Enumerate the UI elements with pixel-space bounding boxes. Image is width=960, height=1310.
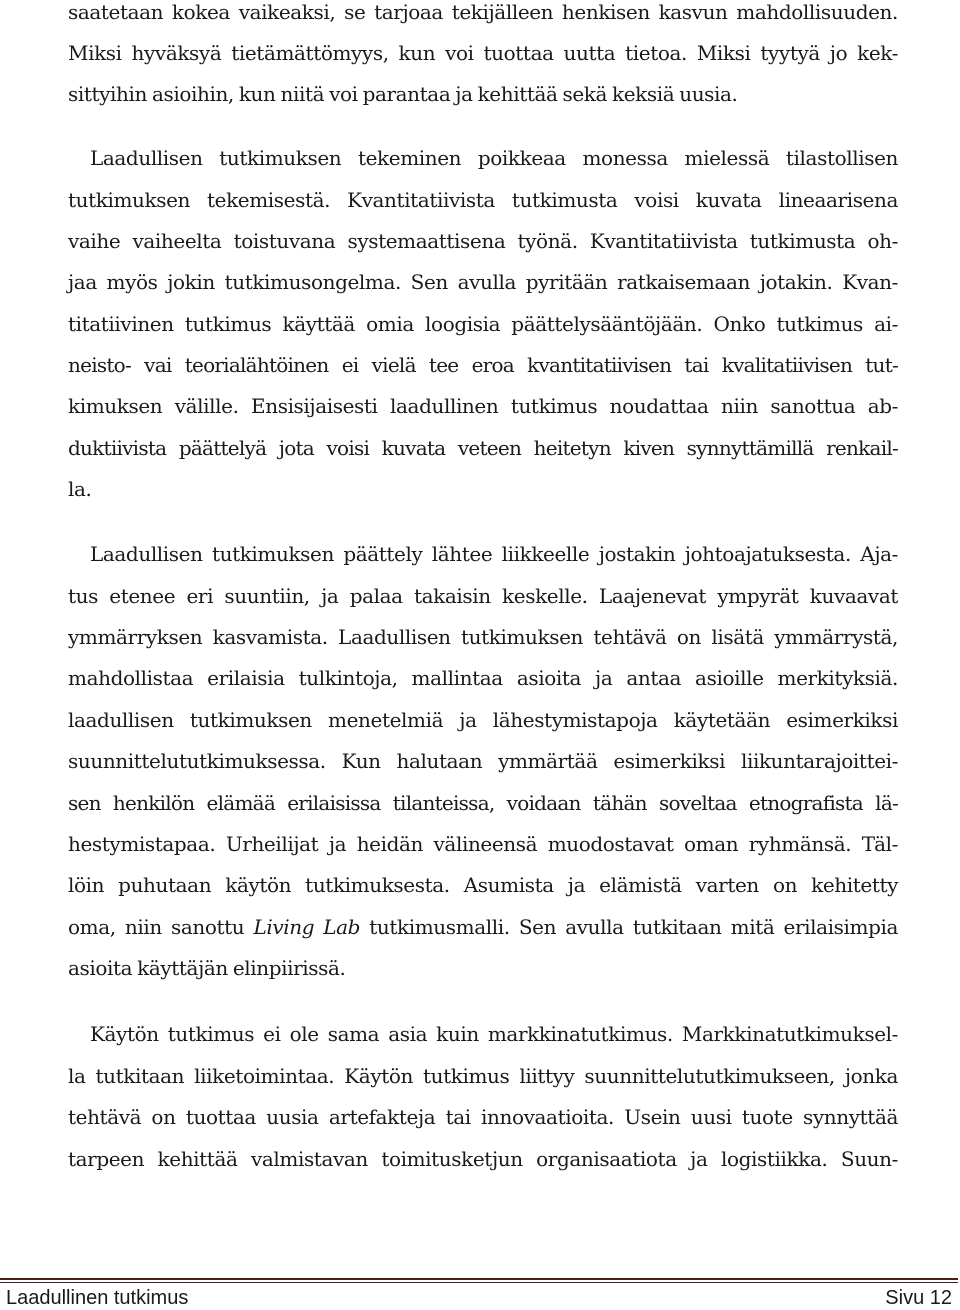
text-line: tutkimuksen tekemisestä. Kvantitatiivista tutkimusta voisi kuvata lineaarisena xyxy=(68,188,898,212)
text-line: asioita käyttäjän elinpiirissä. xyxy=(68,956,346,980)
footer-divider-thin xyxy=(0,1282,958,1283)
text-line: neisto- vai teorialähtöinen ei vielä tee eroa kvantitatiivisen tai kvalitatiivisen tut- xyxy=(68,353,898,377)
text-line: saatetaan kokea vaikeaksi, se tarjoaa tekijälleen henkisen kasvun mahdollisuuden. xyxy=(68,0,898,24)
text-line-living-lab xyxy=(68,914,898,940)
text-line: tehtävä on tuottaa uusia artefakteja tai innovaatioita. Usein uusi tuote synnyttää xyxy=(68,1105,898,1129)
text-line: la. xyxy=(68,477,92,501)
text-line: hestymistapaa. Urheilijat ja heidän välineensä muodostavat oman ryhmänsä. Täl- xyxy=(68,832,898,856)
text-line: suunnittelututkimuksessa. Kun halutaan ymmärtää esimerkiksi liikuntarajoittei- xyxy=(68,749,898,773)
text-line: duktiivista päättelyä jota voisi kuvata veteen heitetyn kiven synnyttämillä renkail- xyxy=(68,436,898,460)
text-line: ymmärryksen kasvamista. Laadullisen tutkimuksen tehtävä on lisätä ymmärrystä, xyxy=(68,625,898,649)
text-segment: tutkimusmalli. Sen avulla tutkitaan mitä erilaisimpia xyxy=(360,915,898,939)
text-line: Laadullisen tutkimuksen tekeminen poikkeaa monessa mielessä tilastollisen xyxy=(90,146,898,170)
text-segment: oma, niin sanottu xyxy=(68,915,254,939)
text-line: jaa myös jokin tutkimusongelma. Sen avulla pyritään ratkaisemaan jotakin. Kvan- xyxy=(68,270,898,294)
text-line: mahdollistaa erilaisia tulkintoja, mallintaa asioita ja antaa asioille merkityksiä. xyxy=(68,666,898,690)
text-line: Laadullisen tutkimuksen päättely lähtee liikkeelle jostakin johtoajatuksesta. Aja- xyxy=(90,542,898,566)
text-line: kimuksen välille. Ensisijaisesti laadullinen tutkimus noudattaa niin sanottua ab- xyxy=(68,394,898,418)
text-line: vaihe vaiheelta toistuvana systemaattisena työnä. Kvantitatiivista tutkimusta oh- xyxy=(68,229,898,253)
living-lab-term: Living Lab xyxy=(253,915,361,939)
text-line: titatiivinen tutkimus käyttää omia loogisia päättelysääntöjään. Onko tutkimus ai- xyxy=(68,312,898,336)
page-number: Sivu 12 xyxy=(885,1287,952,1309)
text-line: sen henkilön elämää erilaisissa tilanteissa, voidaan tähän soveltaa etnografista lä- xyxy=(68,791,898,815)
text-line: löin puhutaan käytön tutkimuksesta. Asumista ja elämistä varten on kehitetty xyxy=(68,873,898,897)
text-line: laadullisen tutkimuksen menetelmiä ja lähestymistapoja käytetään esimerkiksi xyxy=(68,708,898,732)
text-line: tus etenee eri suuntiin, ja palaa takaisin keskelle. Laajenevat ympyrät kuvaavat xyxy=(68,584,898,608)
footer-title: Laadullinen tutkimus xyxy=(6,1287,189,1309)
text-line: la tutkitaan liiketoimintaa. Käytön tutkimus liittyy suunnittelututkimukseen, jonka xyxy=(68,1064,898,1088)
text-line: Käytön tutkimus ei ole sama asia kuin markkinatutkimus. Markkinatutkimuksel- xyxy=(90,1022,898,1046)
text-line: sittyihin asioihin, kun niitä voi parantaa ja kehittää sekä keksiä uusia. xyxy=(68,82,738,106)
footer-divider xyxy=(0,1278,958,1280)
text-line: tarpeen kehittää valmistavan toimitusketjun organisaatiota ja logistiikka. Suun- xyxy=(68,1147,898,1171)
text-line: Miksi hyväksyä tietämättömyys, kun voi tuottaa uutta tietoa. Miksi tyytyä jo kek- xyxy=(68,41,898,65)
